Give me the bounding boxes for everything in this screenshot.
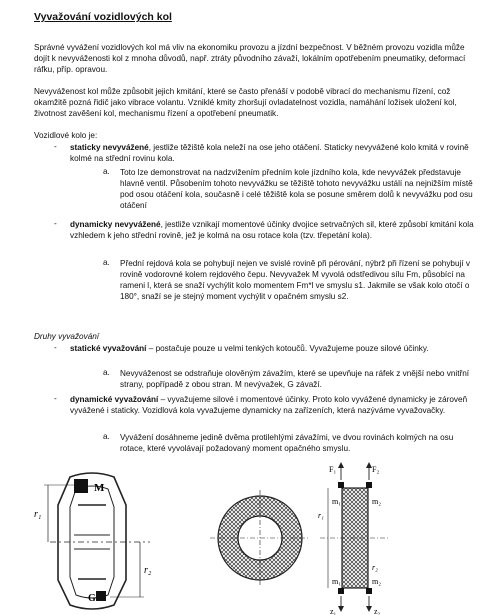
list-dash: - [54, 142, 57, 151]
item-text: , jestliže vznikají momentové účinky dvojice setrvačných sil, které způsobí kmitání kola vzhledem k jeho střední rovině, jež je kolmá na osu rotace kola (tzv. třepetání kola). [70, 220, 474, 241]
unbalance-mass-icon [74, 479, 88, 493]
list-item-static-balancing [70, 343, 474, 354]
sub-item-text: Vyvážení dosáhneme jedině dvěma protilehlými závažími, ve dvou rovinách kolmých na osu rotace, které vyvolávají požadovaný moment opačného smyslu. [120, 433, 454, 454]
sub-item-text: Toto lze demonstrovat na nadzvižením předním kole jízdního kola, kde nevyvážek představuje hlavně ventil. Působením tohoto nevyvážku se těžiště tohoto nevyvážku ustálí na nejnižším místě pod osou otáčení kola, současně i celé těžiště kola se posune směrem dolů k nevyvážku pod osu otáčení [120, 168, 473, 211]
sub-item-text: Přední rejdová kola se pohybují nejen ve svislé rovině při pérování, nýbrž při řízení se pohybují v rovině vodorovné kolem rejdového čepu. Nevyvažek M vyvolá odstředivou sílu Fm, působící na rameni l, která se snaží vychýlit kolo momentem Fm*l ve smyslu s1. Jakmile se však kolo otočí o 180°, snaží se je stejný moment vychýlit v opačném smyslu s2. [120, 259, 470, 302]
sub-letter: a. [103, 258, 110, 267]
sub-letter: a. [103, 432, 110, 441]
item-text: , jestliže těžiště kola neleží na ose jeho otáčení. Staticky nevyvážené kolo kmitá v rovině kolmé na střední rovinu kola. [70, 143, 469, 164]
label-r1: r₁ [34, 509, 42, 520]
label-z2: z₂ [374, 607, 381, 615]
page-title: Vyvažování vozidlových kol [34, 11, 172, 23]
list-item-dynamic-unbalance [70, 219, 474, 241]
item-text: – vyvažujeme silové i momentové účinky. Proto kolo vyvážené dynamicky je zároveň vyvážené i staticky. Vozidlová kola vyvažujeme dynamicky na zařízeních, která nazýváme vyvažovačky. [70, 395, 468, 416]
term-dynamic-balancing: dynamické vyvažování [70, 395, 159, 404]
term-static-balancing: statické vyvažování [70, 344, 147, 353]
figure-dynamic-balancing [210, 460, 390, 615]
section-heading: Druhy vyvažování [34, 332, 100, 341]
term-static-unbalance: staticky nevyvážené [70, 143, 149, 152]
label-r2: r₂ [372, 563, 378, 572]
label-z1: z₁ [330, 607, 337, 615]
term-dynamic-unbalance: dynamicky nevyvážené [70, 220, 161, 229]
figure-wheel-cross-section [30, 465, 170, 615]
intro-paragraph-2: Nevyváženost kol může způsobit jejich kmitání, které se často přenáší v podobě vibrací do mechanismu řízení, což okamžitě pozná řidič jako vibrace volantu. Vzniklé kmity zhoršují ovladatelnost vozidla, namáhání ložisek uložení kol, životnost zavěšení kol, mechanismu řízení a opotřebení pneumatik. [34, 87, 457, 119]
label-r1: r₁ [318, 511, 324, 520]
list-dash: - [54, 343, 57, 352]
item-text: – postačuje pouze u velmi tenkých kotoučů. Vyvažujeme pouze silové účinky. [146, 344, 429, 353]
sub-letter: a. [103, 167, 110, 176]
sub-item-text: Nevyváženost se odstraňuje olověným závažím, které se upevňuje na ráfek z vnější nebo vnitřní strany, popřípadě z obou stran. M nevývažek, G závaží. [120, 369, 470, 390]
label-m1: m₁ [332, 497, 342, 506]
balance-weight-icon [96, 591, 106, 601]
list-dash: - [54, 219, 57, 228]
label-m2: m₂ [372, 497, 382, 506]
list-item-static-unbalance [70, 142, 474, 164]
label-f2: F₂ [372, 465, 380, 474]
label-f1: F₁ [329, 465, 337, 474]
label-r2: r₂ [144, 565, 152, 576]
sub-letter: a. [103, 368, 110, 377]
intro-paragraph-3: Vozidlové kolo je: [34, 131, 98, 140]
intro-paragraph-1: Správné vyvážení vozidlových kol má vliv na ekonomiku provozu a jízdní bezpečnost. V běžném provozu vozidla může dojít k nevyváženosti kol z mnoha důvodů, např. ztráty původního závaží, lokálním opotřebením pneumatiky, deformací ráfku, příp. opravou. [34, 43, 466, 75]
label-m2-bottom: m₂ [372, 577, 382, 586]
label-m: M [94, 482, 105, 494]
list-dash: - [54, 394, 57, 403]
label-m1-bottom: m₁ [332, 577, 342, 586]
label-g: G [88, 593, 96, 604]
list-item-dynamic-balancing [70, 394, 474, 416]
